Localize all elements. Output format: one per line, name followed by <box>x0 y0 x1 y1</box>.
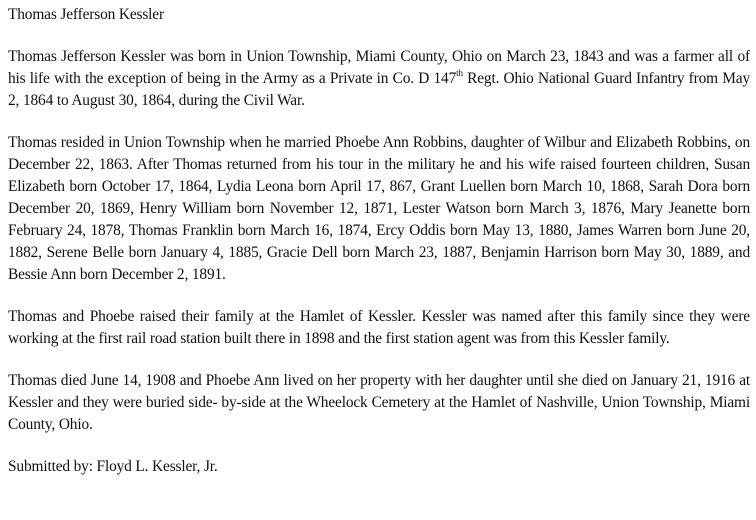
paragraph-birth-military-text-b: Regt. Ohio National Guard Infantry from May 2, 1864 to August 30, 1864, during the Civil War. <box>8 70 751 109</box>
submitted-by-line: Submitted by: Floyd L. Kessler, Jr. <box>8 458 218 475</box>
paragraph-birth-military-text-a: Thomas Jefferson Kessler was born in Union Township, Miami County, Ohio on March 23, 1843 and was a farmer all of his life with the exception of being in the Army as a Private in Co. D 147 <box>8 48 750 87</box>
paragraph-marriage-children: Thomas resided in Union Township when he married Phoebe Ann Robbins, daughter of Wilbur and Elizabeth Robbins, on December 22, 1863. After Thomas returned from his tour in the military he and his wife raised fourteen children, Susan Elizabeth born October 17, 1864, Lydia Leona born April 17, 867, Grant Luellen born March 10, 1868, Sarah Dora born December 20, 1869, Henry William born November 12, 1871, Lester Watson born March 3, 1876, Mary Jeanette born February 24, 1878, Thomas Franklin born March 16, 1874, Ercy Oddis born May 13, 1880, James Warren born June 20, 1882, Serene Belle born January 4, 1885, Gracie Dell born March 23, 1887, Benjamin Harrison born May 30, 1889, and Bessie Ann born December 2, 1891. <box>8 134 750 283</box>
document-title: Thomas Jefferson Kessler <box>8 6 164 23</box>
paragraph-hamlet-of-kessler: Thomas and Phoebe raised their family at the Hamlet of Kessler. Kessler was named after this family since they were working at the first rail road station built there in 1898 and the first station agent was from this Kessler family. <box>8 308 750 347</box>
ordinal-superscript: th <box>456 68 463 78</box>
document-page <box>8 4 750 498</box>
paragraph-birth-military <box>8 46 750 112</box>
paragraph-death-burial: Thomas died June 14, 1908 and Phoebe Ann lived on her property with her daughter until she died on January 21, 1916 at Kessler and they were buried side- by-side at the Wheelock Cemetery at the Hamlet of Nashville, Union Township, Miami County, Ohio. <box>8 372 750 433</box>
